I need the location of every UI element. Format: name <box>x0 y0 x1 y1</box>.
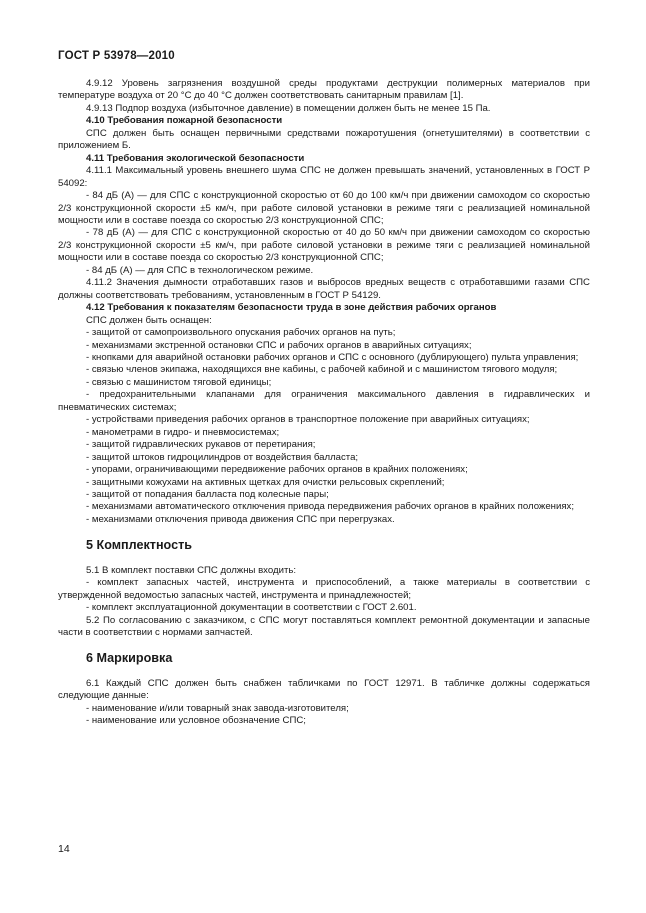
heading-4-12: 4.12 Требования к показателям безопасности труда в зоне действия рабочих органов <box>86 302 497 314</box>
list-item: - 78 дБ (А) — для СПС с конструкционной скоростью от 40 до 50 км/ч при движении самоходом со скоростью 2/3 конструкционной скорости ±5 км/ч, при работе силовой установки в режиме тяги с реализацией номинальной мощности или в составе поезда со скоростью 2/3 конструкционной СПС; <box>58 227 590 264</box>
list-item: - упорами, ограничивающими передвижение рабочих органов в крайних положениях; <box>86 464 468 476</box>
list-item: - комплект запасных частей, инструмента и приспособлений, а также материалы в соответствии с утвержденной ведомостью запасных частей, инструмента и принадлежностей; <box>58 577 590 601</box>
list-item: - кнопками для аварийной остановки рабочих органов и СПС с основного (дублирующего) пульта управления; <box>86 351 579 363</box>
list-item: - защитными кожухами на активных щетках для очистки рельсовых скреплений; <box>86 476 445 488</box>
paragraph-4-9-12: 4.9.12 Уровень загрязнения воздушной среды продуктами деструкции полимерных материалов при температуре воздуха от 20 °C до 40 °C должен соответствовать санитарным правилам [1]. <box>58 78 590 102</box>
list-item: - комплект эксплуатационной документации в соответствии с ГОСТ 2.601. <box>86 602 417 614</box>
list-item: - механизмами автоматического отключения привода передвижения рабочих органов в крайних положениях; <box>86 501 574 513</box>
list-item: - защитой гидравлических рукавов от перетирания; <box>86 439 316 451</box>
list-item: - 84 дБ (А) — для СПС с конструкционной скоростью от 60 до 100 км/ч при движении самоходом со скоростью 2/3 конструкционной скорости ±5 км/ч, при работе силовой установки в режиме тяги с реализацией номинальной мощности или в составе поезда со скоростью 2/3 конструкционной СПС; <box>58 190 590 226</box>
list-item: - манометрами в гидро- и пневмосистемах; <box>86 426 280 438</box>
document-header: ГОСТ Р 53978—2010 <box>58 50 175 62</box>
document-body <box>58 78 590 728</box>
paragraph-5-1: 5.1 В комплект поставки СПС должны входить: <box>86 564 297 576</box>
paragraph-4-11-2: 4.11.2 Значения дымности отработавших газов и выбросов вредных веществ с отработавшими газами СПС должны соответствовать требованиям, установленным в ГОСТ Р 54129. <box>58 277 590 301</box>
paragraph-4-11-1: 4.11.1 Максимальный уровень внешнего шума СПС не должен превышать значений, установленных в ГОСТ Р 54092: <box>58 165 590 189</box>
paragraph-6-1: 6.1 Каждый СПС должен быть снабжен табличками по ГОСТ 12971. В табличке должны содержаться следующие данные: <box>58 677 590 702</box>
list-item: - наименование или условное обозначение СПС; <box>86 715 306 727</box>
list-item: - связью с машинистом тяговой единицы; <box>86 376 272 388</box>
list-item: - защитой от попадания балласта под колесные пары; <box>86 488 329 500</box>
list-item: - защитой от самопроизвольного опускания рабочих органов на путь; <box>86 327 396 339</box>
paragraph-4-10: СПС должен быть оснащен первичными средствами пожаротушения (огнетушителями) в соответствии с приложением Б. <box>58 127 590 152</box>
heading-4-10: 4.10 Требования пожарной безопасности <box>86 115 283 127</box>
paragraph-4-12: СПС должен быть оснащен: <box>86 314 212 326</box>
paragraph-5-2: 5.2 По согласованию с заказчиком, с СПС могут поставляться комплект ремонтной документации и запасные части в соответствии с нормами запчастей. <box>58 614 590 639</box>
paragraph-4-9-13: 4.9.13 Подпор воздуха (избыточное давление) в помещении должен быть не менее 15 Па. <box>86 102 491 114</box>
list-item: - 84 дБ (А) — для СПС в технологическом режиме. <box>86 264 314 276</box>
list-item: - механизмами экстренной остановки СПС и рабочих органов в аварийных ситуациях; <box>86 339 472 351</box>
list-item: - предохранительными клапанами для ограничения максимального давления в гидравлических и пневматических системах; <box>58 389 590 413</box>
list-item: - механизмами отключения привода движения СПС при перегрузках. <box>86 513 395 525</box>
section-heading-5: 5 Комплектность <box>86 538 192 553</box>
list-item: - наименование и/или товарный знак завода-изготовителя; <box>86 702 349 714</box>
list-item: - защитой штоков гидроцилиндров от воздействия балласта; <box>86 451 359 463</box>
section-heading-6: 6 Маркировка <box>86 651 173 666</box>
heading-4-11: 4.11 Требования экологической безопасности <box>86 152 305 164</box>
page-number: 14 <box>58 843 70 855</box>
list-item: - устройствами приведения рабочих органов в транспортное положение при аварийных ситуациях; <box>86 414 530 426</box>
list-item: - связью членов экипажа, находящихся вне кабины, с рабочей кабиной и с машинистом тягового модуля; <box>86 364 558 376</box>
